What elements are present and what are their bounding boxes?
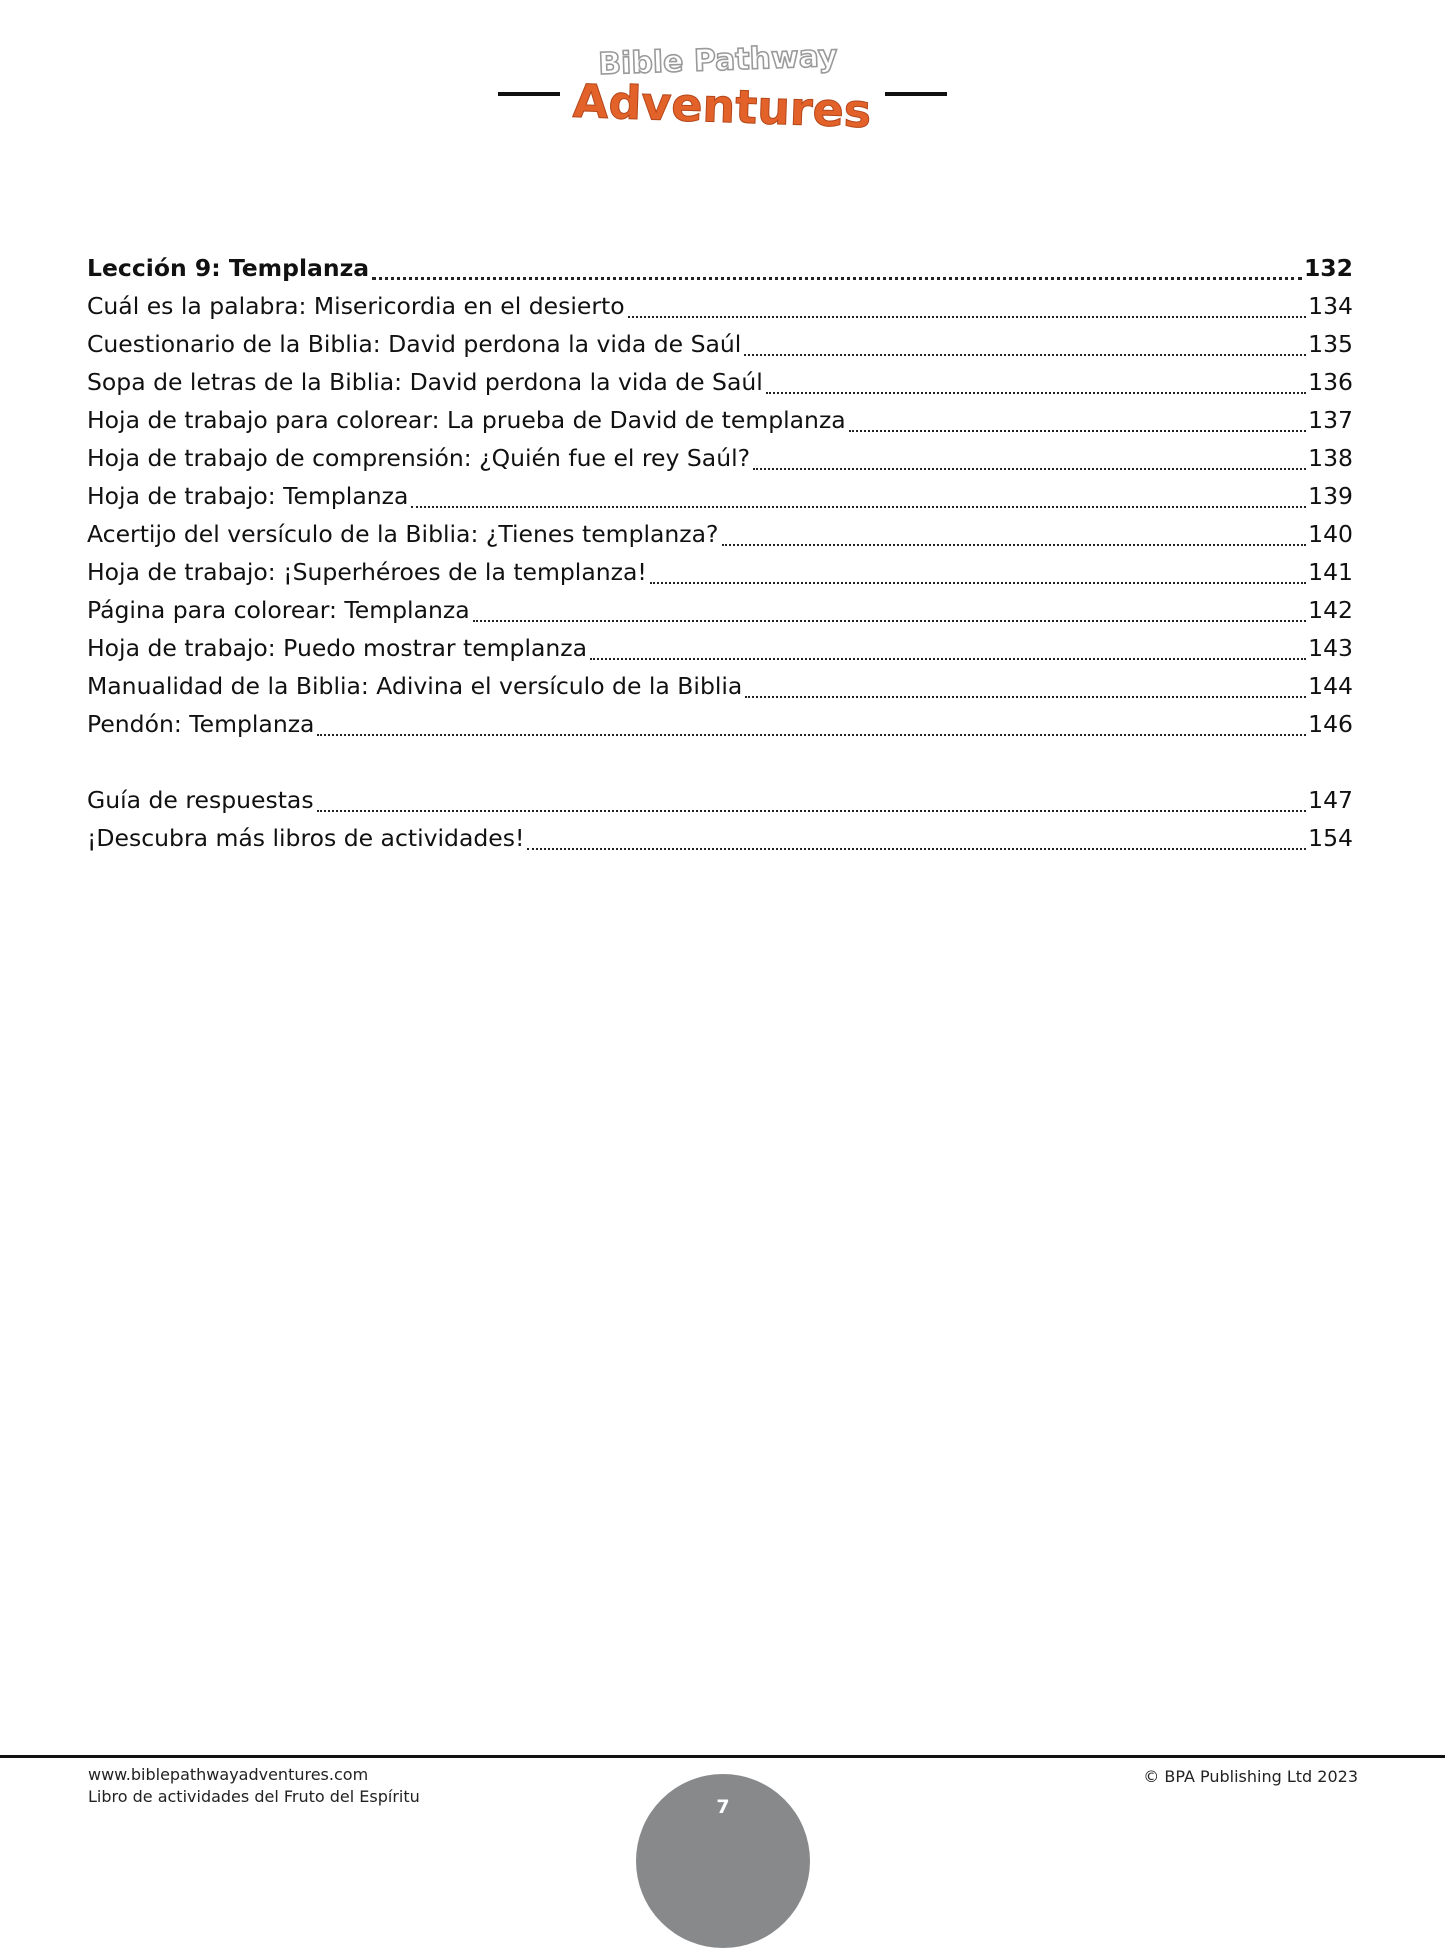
toc-entry-title: Lección 9: Templanza: [87, 254, 370, 282]
toc-row[interactable]: [87, 363, 1353, 401]
toc-entry-title: Cuál es la palabra: Misericordia en el desierto: [87, 292, 625, 320]
toc-section-list: [87, 249, 1353, 743]
logo-rule-left: [498, 92, 560, 96]
toc-entry-title: Hoja de trabajo para colorear: La prueba de David de templanza: [87, 406, 846, 434]
logo-image: [560, 34, 880, 144]
toc-dot-leader: [590, 658, 1306, 660]
toc-dot-leader: [722, 544, 1307, 546]
toc-row[interactable]: [87, 591, 1353, 629]
toc-spacer: [87, 743, 1353, 781]
toc-heading-row[interactable]: [87, 249, 1353, 287]
logo-rule-right: [885, 92, 947, 96]
toc-dot-leader: [411, 506, 1306, 508]
toc-row[interactable]: [87, 705, 1353, 743]
toc-entry-page: 147: [1308, 786, 1353, 814]
table-of-contents: [87, 249, 1353, 857]
toc-dot-leader: [527, 848, 1306, 850]
toc-entry-page: 137: [1308, 406, 1353, 434]
toc-entry-page: 146: [1308, 710, 1353, 738]
toc-entry-title: Sopa de letras de la Biblia: David perdona la vida de Saúl: [87, 368, 763, 396]
toc-entry-page: 154: [1308, 824, 1353, 852]
toc-row[interactable]: [87, 477, 1353, 515]
toc-entry-title: ¡Descubra más libros de actividades!: [87, 824, 525, 852]
toc-entry-title: Página para colorear: Templanza: [87, 596, 470, 624]
toc-entry-title: Hoja de trabajo de comprensión: ¿Quién fue el rey Saúl?: [87, 444, 751, 472]
toc-dot-leader: [766, 392, 1306, 394]
toc-row[interactable]: [87, 439, 1353, 477]
toc-entry-title: Hoja de trabajo: Puedo mostrar templanza: [87, 634, 588, 662]
toc-dot-leader: [650, 582, 1306, 584]
toc-dot-leader: [317, 810, 1307, 812]
toc-row[interactable]: [87, 819, 1353, 857]
toc-row[interactable]: [87, 401, 1353, 439]
footer-book-title: Libro de actividades del Fruto del Espíritu: [88, 1787, 420, 1806]
toc-entry-page: 134: [1308, 292, 1353, 320]
toc-dot-leader: [473, 620, 1307, 622]
toc-dot-leader: [372, 277, 1302, 280]
toc-row[interactable]: [87, 667, 1353, 705]
toc-entry-page: 144: [1308, 672, 1353, 700]
footer-copyright: © BPA Publishing Ltd 2023: [1143, 1767, 1358, 1786]
toc-entry-title: Hoja de trabajo: Templanza: [87, 482, 409, 510]
toc-entry-title: Acertijo del versículo de la Biblia: ¿Tienes templanza?: [87, 520, 719, 548]
footer-rule: [0, 1755, 1445, 1758]
toc-entry-page: 136: [1308, 368, 1353, 396]
toc-dot-leader: [753, 468, 1306, 470]
toc-dot-leader: [744, 354, 1306, 356]
toc-extras-list: [87, 781, 1353, 857]
toc-entry-page: 135: [1308, 330, 1353, 358]
footer-left: [88, 1764, 420, 1808]
toc-entry-page: 143: [1308, 634, 1353, 662]
toc-entry-page: 140: [1308, 520, 1353, 548]
toc-row[interactable]: [87, 629, 1353, 667]
logo-line2: Adventures: [571, 73, 873, 139]
toc-entry-page: 139: [1308, 482, 1353, 510]
toc-dot-leader: [317, 734, 1306, 736]
toc-dot-leader: [628, 316, 1307, 318]
toc-entry-title: Guía de respuestas: [87, 786, 314, 814]
toc-entry-title: Pendón: Templanza: [87, 710, 315, 738]
toc-entry-page: 132: [1303, 254, 1353, 282]
toc-entry-title: Hoja de trabajo: ¡Superhéroes de la templanza!: [87, 558, 647, 586]
toc-entry-page: 142: [1308, 596, 1353, 624]
page-number: 7: [716, 1796, 730, 1818]
toc-entry-title: Manualidad de la Biblia: Adivina el versículo de la Biblia: [87, 672, 743, 700]
toc-entry-title: Cuestionario de la Biblia: David perdona la vida de Saúl: [87, 330, 742, 358]
toc-row[interactable]: [87, 325, 1353, 363]
logo-line1: Bible Pathway: [597, 38, 839, 83]
toc-entry-page: 138: [1308, 444, 1353, 472]
footer-website[interactable]: www.biblepathwayadventures.com: [88, 1765, 369, 1784]
toc-dot-leader: [849, 430, 1306, 432]
header-logo: [0, 34, 1445, 144]
toc-entry-page: 141: [1308, 558, 1353, 586]
toc-row[interactable]: [87, 515, 1353, 553]
toc-row[interactable]: [87, 287, 1353, 325]
toc-row[interactable]: [87, 781, 1353, 819]
toc-dot-leader: [745, 696, 1306, 698]
toc-row[interactable]: [87, 553, 1353, 591]
